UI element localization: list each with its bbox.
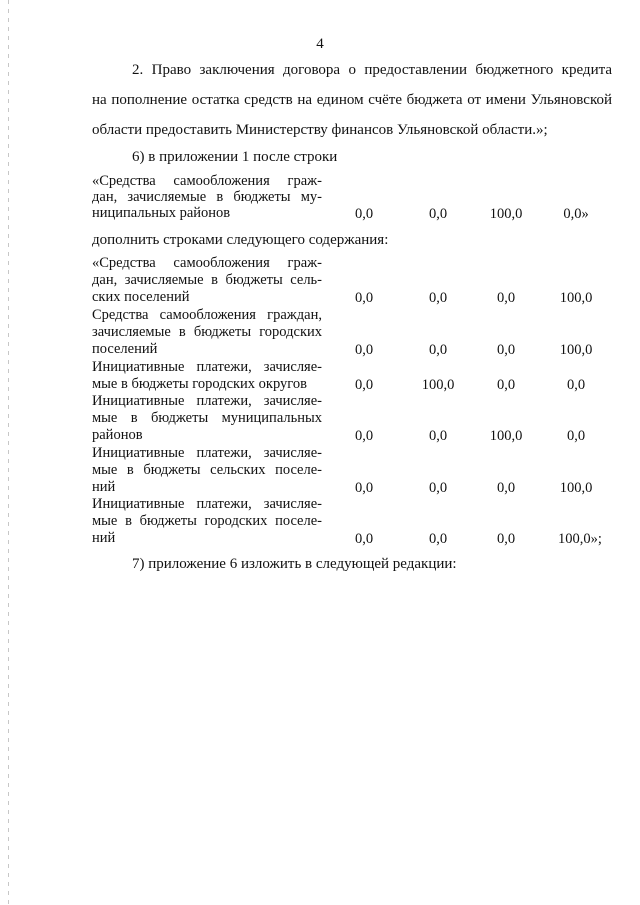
row-value: 0,0 — [354, 342, 374, 358]
row-value: 0,0 — [354, 290, 374, 306]
row-value: 0,0 — [354, 377, 374, 393]
row-value: 100,0 — [559, 290, 593, 306]
row-value: 0,0 — [428, 206, 448, 222]
row-label-line: «Средства самообложения граж- — [92, 173, 322, 189]
row-value: 100,0 — [559, 480, 593, 496]
row-label-line: Инициативные платежи, зачисляе- — [92, 393, 322, 409]
row-label-line: ний — [92, 479, 116, 495]
item-6-text: 6) в приложении 1 после строки — [132, 149, 338, 165]
row-label-line: Инициативные платежи, зачисляе- — [92, 496, 322, 512]
row-value: 0,0 — [496, 377, 516, 393]
row-value: 100,0 — [489, 428, 523, 444]
row-value: 100,0 — [559, 342, 593, 358]
row-label-line: мые в бюджеты сельских поселе- — [92, 462, 322, 478]
row-label-line: Инициативные платежи, зачисляе- — [92, 359, 322, 375]
row-value: 0,0 — [566, 428, 586, 444]
row-value: 100,0 — [421, 377, 455, 393]
row-value: 0,0 — [354, 480, 374, 496]
row-label-line: «Средства самообложения граж- — [92, 255, 322, 271]
page-number: 4 — [316, 36, 324, 52]
row-label-line: Инициативные платежи, зачисляе- — [92, 445, 322, 461]
row-value: 0,0 — [496, 342, 516, 358]
row-label-line: дан, зачисляемые в бюджеты му- — [92, 189, 322, 205]
row-value: 0,0 — [428, 290, 448, 306]
paragraph-2-line-3: области предоставить Министерству финансов Ульяновской области.»; — [92, 122, 548, 138]
row-label-line: районов — [92, 427, 143, 443]
item-7-text: 7) приложение 6 изложить в следующей редакции: — [132, 556, 457, 572]
row-label-line: мые в бюджеты муниципальных — [92, 410, 322, 426]
paragraph-2-line-2: на пополнение остатка средств на едином счёте бюджета от имени Ульяновской — [92, 92, 612, 108]
row-value: 100,0»; — [558, 531, 602, 547]
row-label-line: зачисляемые в бюджеты городских — [92, 324, 322, 340]
row-label-line: мые в бюджеты городских поселе- — [92, 513, 322, 529]
row-value: 0,0 — [428, 428, 448, 444]
scan-margin-dots — [8, 0, 9, 905]
row-value: 0,0 — [566, 377, 586, 393]
row-value: 0,0 — [354, 428, 374, 444]
row-value: 0,0 — [428, 531, 448, 547]
row-label-line: Средства самообложения граждан, — [92, 307, 322, 323]
row-label-line: ний — [92, 530, 116, 546]
paragraph-2-line-1: 2. Право заключения договора о предоставлении бюджетного кредита — [132, 62, 612, 78]
row-value: 0,0» — [563, 206, 589, 222]
row-label-line: дан, зачисляемые в бюджеты сель- — [92, 272, 322, 288]
row-value: 0,0 — [496, 531, 516, 547]
row-value: 0,0 — [496, 290, 516, 306]
row-label-line: ниципальных районов — [92, 205, 231, 221]
row-value: 0,0 — [428, 480, 448, 496]
row-label-line: поселений — [92, 341, 158, 357]
row-label-line: мые в бюджеты городских округов — [92, 376, 307, 392]
supplement-intro: дополнить строками следующего содержания: — [92, 232, 389, 248]
row-value: 100,0 — [489, 206, 523, 222]
row-value: 0,0 — [354, 206, 374, 222]
row-value: 0,0 — [428, 342, 448, 358]
row-value: 0,0 — [354, 531, 374, 547]
row-value: 0,0 — [496, 480, 516, 496]
row-label-line: ских поселений — [92, 289, 190, 305]
